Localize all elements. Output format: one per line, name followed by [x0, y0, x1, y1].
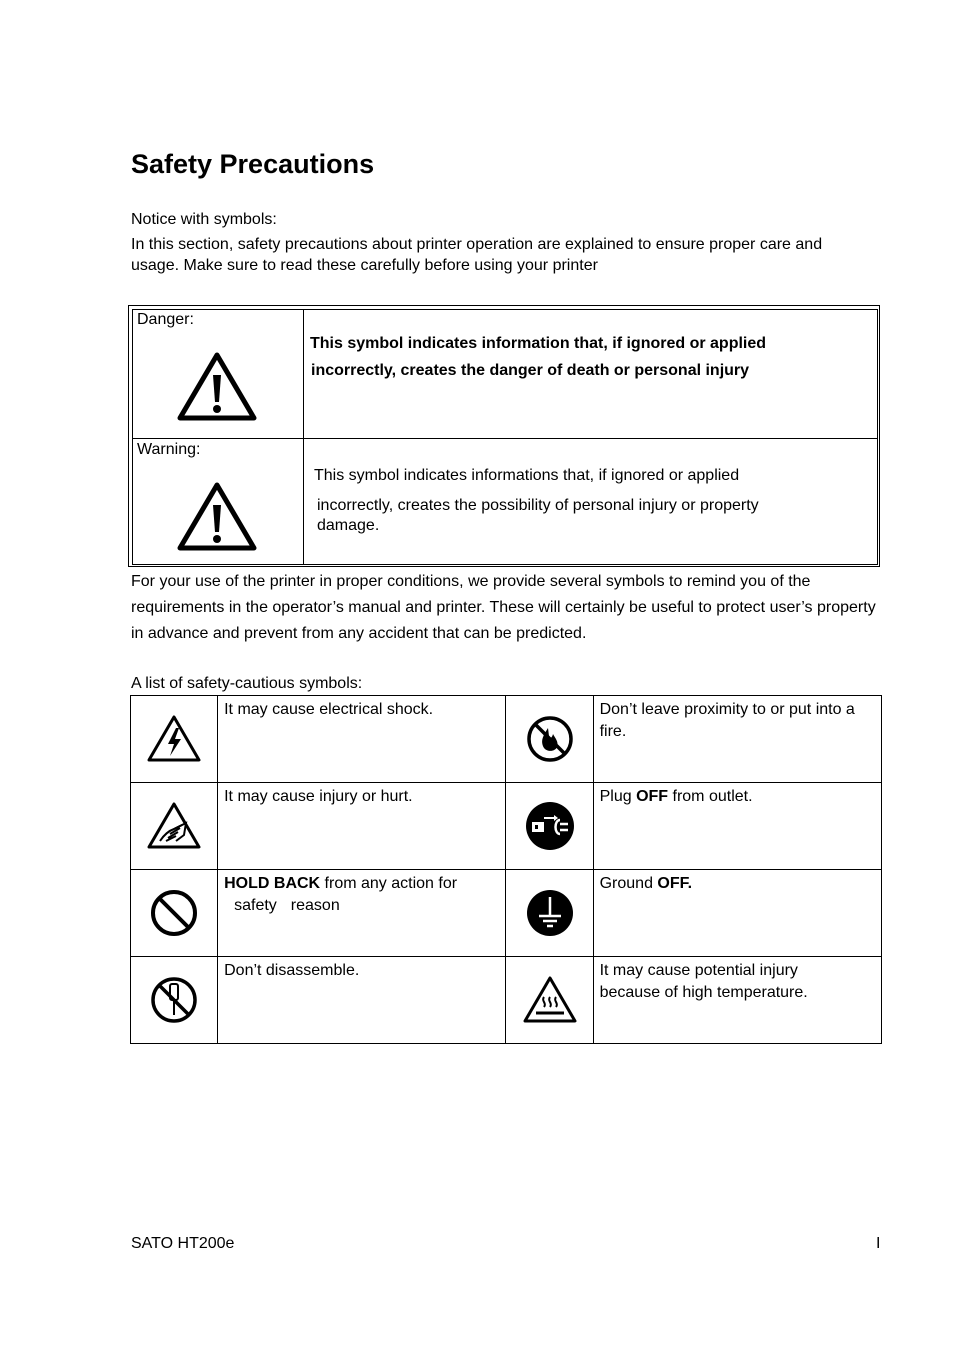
table-row	[131, 957, 882, 1044]
footer-product-name: SATO HT200e	[131, 1235, 235, 1252]
alert-table-divider	[303, 309, 304, 565]
warning-triangle-icon	[176, 350, 258, 422]
symbol-description: It may cause injury or hurt.	[218, 783, 506, 870]
symbol-description: HOLD BACK from any action for safety reason	[218, 870, 506, 957]
symbol-description: Ground OFF.	[593, 870, 881, 957]
warning-label: Warning:	[137, 441, 201, 458]
hand-injury-icon	[146, 801, 202, 851]
page-title: Safety Precautions	[131, 149, 375, 179]
symbols-intro-paragraph: For your use of the printer in proper conditions, we provide several symbols to remind you of the requirements in the operator’s manual and printer. These will certainly be useful to protect user’s property in advance and prevent from any accident that can be predicted.	[131, 573, 876, 642]
intro-notice: Notice with symbols:	[131, 211, 277, 228]
no-disassemble-icon	[149, 975, 199, 1025]
footer-page-number: I	[876, 1235, 881, 1252]
electric-shock-icon	[146, 714, 202, 764]
intro-text: In this section, safety precautions about printer operation are explained to ensure proper care and usage. Make sure to read these carefully before using your printer	[131, 236, 823, 274]
prohibited-icon	[149, 888, 199, 938]
table-row	[131, 870, 882, 957]
warning-text-line2: incorrectly, creates the possibility of personal injury or property	[317, 497, 759, 514]
alert-table-row-divider	[132, 438, 878, 439]
danger-text-line1: This symbol indicates information that, if ignored or applied	[310, 335, 767, 352]
symbols-table	[130, 695, 882, 1044]
danger-label: Danger:	[137, 311, 194, 328]
symbol-description: Don’t disassemble.	[218, 957, 506, 1044]
table-row	[131, 783, 882, 870]
symbol-description: Don’t leave proximity to or put into a fire.	[593, 696, 881, 783]
symbol-description: It may cause potential injury because of high temperature.	[593, 957, 881, 1044]
symbols-list-caption: A list of safety-cautious symbols:	[131, 675, 363, 692]
warning-text-line3: damage.	[317, 517, 380, 534]
no-fire-icon	[525, 714, 575, 764]
warning-triangle-icon	[176, 480, 258, 552]
symbol-description: Plug OFF from outlet.	[593, 783, 881, 870]
symbol-description: It may cause electrical shock.	[218, 696, 506, 783]
unplug-icon	[524, 800, 576, 852]
table-row	[131, 696, 882, 783]
warning-text-line1: This symbol indicates informations that, if ignored or applied	[314, 467, 740, 484]
danger-text-line2: incorrectly, creates the danger of death or personal injury	[311, 362, 750, 379]
hot-surface-icon	[522, 975, 578, 1025]
ground-icon	[525, 888, 575, 938]
